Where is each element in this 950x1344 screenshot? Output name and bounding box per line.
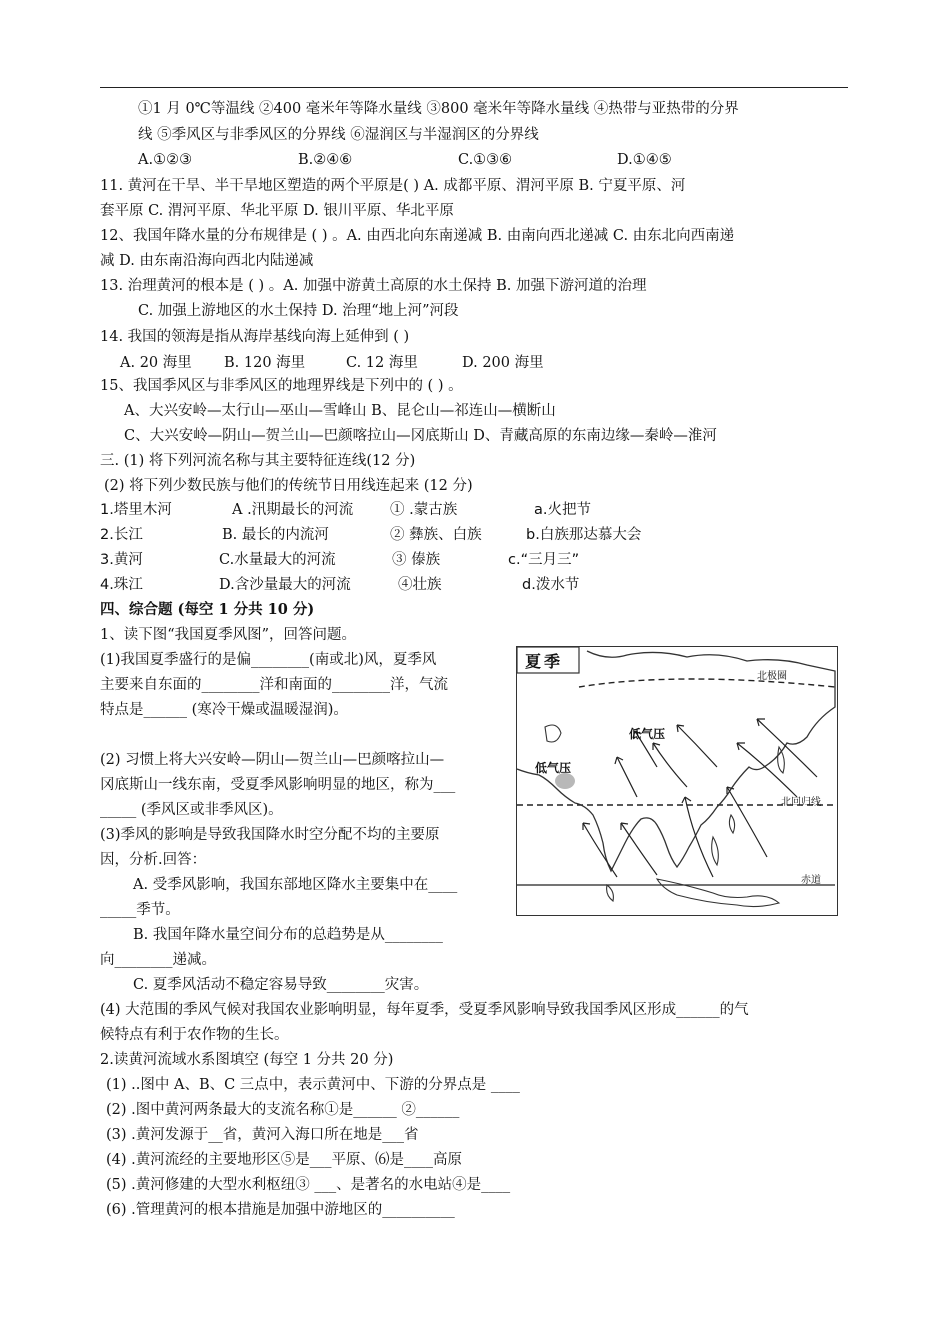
q1-p2-l3: _____ (季风区或非季风区)。 — [100, 802, 283, 818]
q10-choice-d: D.①④⑤ — [617, 152, 672, 168]
q14-line1: 14. 我国的领海是指从海岸基线向海上延伸到 ( ) — [100, 329, 410, 345]
map-drawing — [517, 647, 837, 915]
q2-item-3: (3) .黄河发源于__省，黄河入海口所在地是___省 — [106, 1127, 419, 1143]
map-label-arctic: 北极圈 — [757, 671, 787, 682]
q2-intro: 2.读黄河流域水系图填空 (每空 1 分共 20 分) — [100, 1052, 394, 1068]
match-river-4: 4.珠江 — [100, 577, 143, 593]
q1-p1-l3: 特点是______ (寒冷干燥或温暖湿润)。 — [100, 702, 348, 718]
match-feature-2: B. 最长的内流河 — [222, 527, 329, 543]
q14-choice-c: C. 12 海里 — [346, 355, 418, 371]
q1-p3-b2: 向________递减。 — [100, 952, 216, 968]
match-festival-4: d.泼水节 — [522, 577, 580, 593]
q1-intro: 1、读下图“我国夏季风图”，回答问题。 — [100, 627, 357, 643]
match-feature-3: C.水量最大的河流 — [219, 552, 336, 568]
q1-p1-l2: 主要来自东面的________洋和南面的________洋，气流 — [100, 677, 448, 693]
q11-line2: 套平原 C. 渭河平原、华北平原 D. 银川平原、华北平原 — [100, 203, 454, 219]
q1-p3-l1: (3)季风的影响是导致我国降水时空分配不均的主要原 — [100, 827, 440, 843]
q2-item-2: (2) .图中黄河两条最大的支流名称①是______ ②______ — [106, 1102, 460, 1118]
q14-choice-a: A. 20 海里 — [120, 355, 192, 371]
q14-choice-b: B. 120 海里 — [224, 355, 306, 371]
japan-island — [778, 747, 785, 773]
map-title: 夏季 — [525, 652, 564, 671]
summer-monsoon-map — [516, 646, 838, 916]
map-label-tropic: 北回归线 — [781, 797, 821, 808]
q2-item-4: (4) .黄河流经的主要地形区⑤是___平原、⑹是____高原 — [106, 1152, 463, 1168]
q12-line2: 减 D. 由东南沿海向西北内陆递减 — [100, 253, 314, 269]
q12-line1: 12、我国年降水量的分布规律是 ( ) 。A. 由西北向东南递减 B. 由南向西北递减 C. 由东北向西南递 — [100, 228, 735, 244]
match-feature-4: D.含沙量最大的河流 — [219, 577, 351, 593]
match-festival-2: b.白族那达慕大会 — [526, 527, 642, 543]
match-feature-1: A .汛期最长的河流 — [232, 502, 354, 518]
map-label-low-pressure-2: 低气压 — [535, 761, 572, 775]
q1-p2-l1: (2) 习惯上将大兴安岭—阴山—贺兰山—巴颜喀拉山— — [100, 752, 445, 768]
q2-item-5: (5) .黄河修建的大型水利枢纽③ ___、是著名的水电站④是____ — [106, 1177, 511, 1193]
q10-choice-b: B.②④⑥ — [298, 152, 353, 168]
match-people-1: ① .蒙古族 — [390, 502, 458, 518]
match-festival-1: a.火把节 — [534, 502, 591, 518]
match-people-3: ③ 傣族 — [392, 552, 441, 568]
q2-item-1: (1) ..图中 A、B、C 三点中，表示黄河中、下游的分界点是 ____ — [106, 1077, 520, 1093]
q1-p4-l2: 候特点有利于农作物的生长。 — [100, 1027, 289, 1043]
q15-line2: A、大兴安岭—太行山—巫山—雪峰山 B、昆仑山—祁连山—横断山 — [124, 403, 556, 419]
q13-line1: 13. 治理黄河的根本是 ( ) 。A. 加强中游黄土高原的水土保持 B. 加强下游河道的治理 — [100, 278, 647, 294]
match-people-2: ② 彝族、白族 — [390, 527, 482, 543]
q14-choice-d: D. 200 海里 — [462, 355, 544, 371]
map-label-equator: 赤道 — [801, 875, 821, 886]
q10-options-line1: ①1 月 0℃等温线 ②400 毫米年等降水量线 ③800 毫米年等降水量线 ④热带与亚热带的分界 — [138, 101, 739, 117]
match-people-4: ④壮族 — [398, 577, 442, 593]
q1-p3-a2: _____季节。 — [100, 902, 180, 918]
q1-p3-b1: B. 我国年降水量空间分布的总趋势是从________ — [133, 927, 443, 943]
indonesia-islands — [657, 879, 779, 907]
map-label-low-pressure-1: 低气压 — [629, 727, 666, 741]
q2-item-6: (6) .管理黄河的根本措施是加强中游地区的__________ — [106, 1202, 455, 1218]
sri-lanka-island — [607, 885, 614, 901]
q1-p2-l2: 冈底斯山一线东南，受夏季风影响明显的地区，称为___ — [100, 777, 456, 793]
sec4-title: 四、综合题 (每空 1 分共 10 分) — [100, 601, 315, 618]
match-river-1: 1.塔里木河 — [100, 502, 172, 518]
q13-line2: C. 加强上游地区的水土保持 D. 治理“地上河”河段 — [138, 303, 459, 319]
philippines-island — [712, 837, 719, 865]
arctic-circle-line — [579, 679, 835, 687]
q10-options-line2: 线 ⑤季风区与非季风区的分界线 ⑥湿润区与半湿润区的分界线 — [138, 127, 539, 143]
q1-p1-l1: (1)我国夏季盛行的是偏________(南或北)风，夏季风 — [100, 652, 437, 668]
top-rule — [100, 87, 848, 88]
q10-choice-c: C.①③⑥ — [458, 152, 513, 168]
q1-p3-c1: C. 夏季风活动不稳定容易导致________灾害。 — [133, 977, 429, 993]
q15-line3: C、大兴安岭—阴山—贺兰山—巴颜喀拉山—冈底斯山 D、青藏高原的东南边缘—秦岭—淮河 — [124, 428, 717, 444]
sec3-line2: (2) 将下列少数民族与他们的传统节日用线连起来 (12 分) — [104, 478, 473, 494]
q1-p3-l2: 因，分析.回答： — [100, 852, 207, 868]
q1-p4-l1: (4) 大范围的季风气候对我国农业影响明显，每年夏季，受夏季风影响导致我国季风区形成______的气 — [100, 1002, 749, 1018]
match-river-3: 3.黄河 — [100, 552, 143, 568]
sec3-line1: 三. (1) 将下列河流名称与其主要特征连线(12 分) — [100, 453, 416, 469]
q11-line1: 11. 黄河在干旱、半干旱地区塑造的两个平原是( ) A. 成都平原、渭河平原 B. 宁夏平原、河 — [100, 178, 686, 194]
match-river-2: 2.长江 — [100, 527, 143, 543]
match-festival-3: c.“三月三” — [508, 552, 580, 568]
q10-choice-a: A.①②③ — [138, 152, 193, 168]
taiwan-island — [729, 815, 734, 833]
q15-line1: 15、我国季风区与非季风区的地理界线是下列中的 ( ) 。 — [100, 378, 463, 394]
caspian-sea — [545, 725, 561, 742]
q1-p3-a1: A. 受季风影响，我国东部地区降水主要集中在____ — [133, 877, 458, 893]
